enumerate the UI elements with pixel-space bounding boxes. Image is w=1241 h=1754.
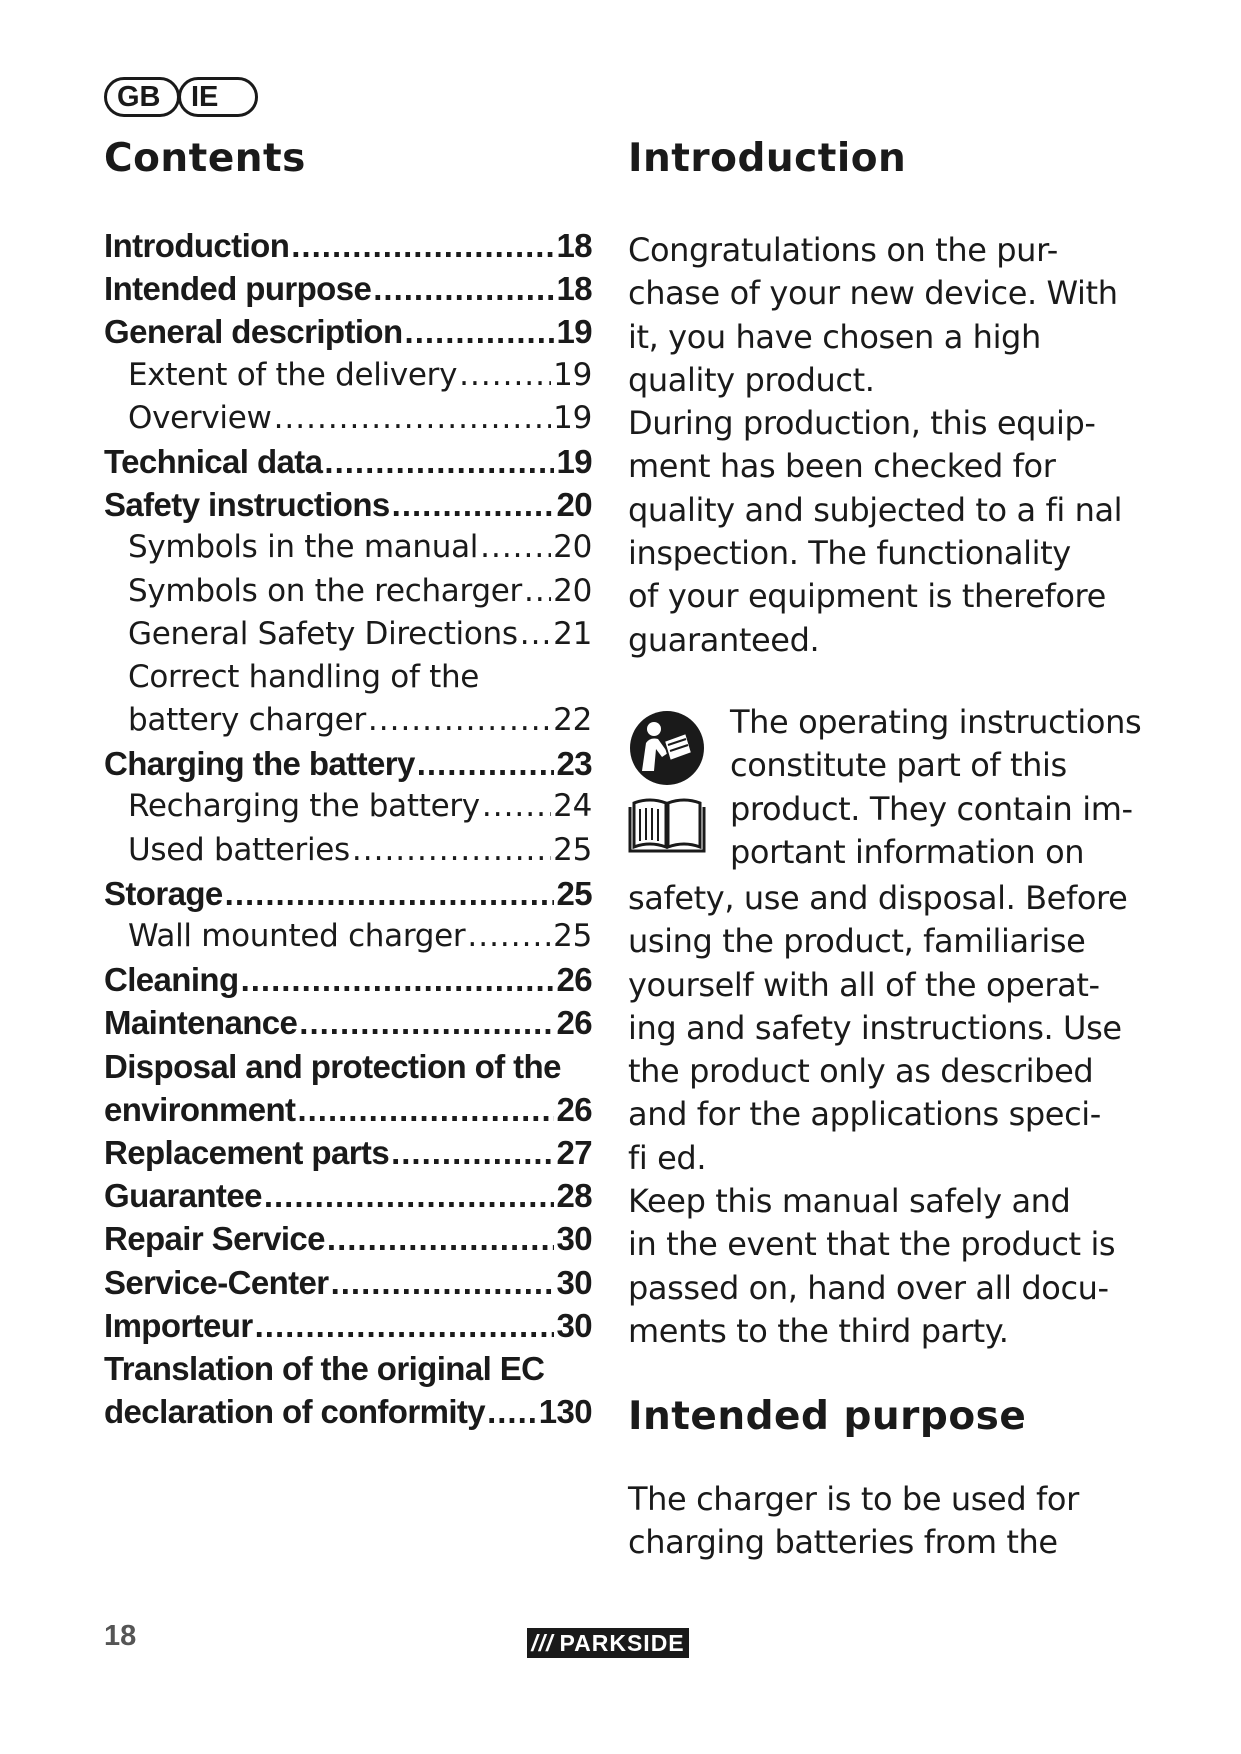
- toc-entry: [104, 1001, 592, 1044]
- toc-leader-dots: [297, 1088, 554, 1131]
- lang-code-gb: GB: [104, 77, 180, 117]
- toc-entry-label: Overview: [128, 399, 272, 436]
- intended-purpose-paragraph: The charger is to be used for charging batteries from the: [628, 1480, 1079, 1562]
- toc-entry-page: 23: [556, 745, 592, 783]
- toc-entry: [104, 656, 592, 699]
- toc-entry-page: 20: [556, 486, 592, 524]
- toc-entry-label: Maintenance: [104, 1004, 298, 1042]
- toc-leader-dots: [467, 915, 551, 958]
- toc-entry: [104, 829, 592, 872]
- notice-text: The operating instructions constitute part of this product. They contain im- portant information on: [730, 703, 1142, 871]
- parkside-logo: [527, 1628, 689, 1658]
- toc-entry: [104, 397, 592, 440]
- toc-leader-dots: [373, 267, 554, 310]
- toc-entry: [104, 785, 592, 828]
- toc-entry-page: 30: [556, 1263, 592, 1301]
- toc-entry-page: 26: [556, 961, 592, 999]
- toc-leader-dots: [225, 872, 555, 915]
- toc-entry: [104, 1045, 592, 1088]
- toc-entry-label: Repair Service: [104, 1220, 325, 1258]
- page-number: 18: [104, 1620, 137, 1652]
- toc-entry-label: environment: [104, 1090, 296, 1128]
- toc-entry-label: Extent of the delivery: [128, 356, 458, 393]
- safety-paragraph: safety, use and disposal. Before using the product, familiarise yourself with all of the operat- ing and safety instructions. Use the product only as described and for the applications speci- fi ed. Keep this manual safely and in the event that the product is passed on, hand over all docu- ments to the third party.: [628, 879, 1128, 1350]
- toc-leader-dots: [405, 310, 555, 353]
- toc-leader-dots: [482, 785, 551, 828]
- toc-entry-page: 19: [556, 313, 592, 351]
- toc-leader-dots: [368, 699, 551, 742]
- toc-entry: [104, 1390, 592, 1433]
- toc-entry-label: Symbols in the manual: [128, 529, 479, 566]
- read-manual-icon: [628, 709, 706, 787]
- toc-leader-dots: [299, 1001, 554, 1044]
- toc-entry-label: Technical data: [104, 442, 323, 480]
- toc-entry-page: 22: [553, 702, 592, 739]
- open-book-icon: [628, 795, 706, 853]
- toc-entry-label: Symbols on the recharger: [128, 572, 522, 609]
- toc-entry-page: 18: [556, 227, 592, 264]
- toc-entry-page: 25: [556, 874, 592, 912]
- toc-entry: [104, 224, 592, 267]
- toc-entry-page: 26: [556, 1090, 592, 1128]
- toc-entry-page: 25: [553, 918, 592, 954]
- toc-entry: [104, 613, 592, 656]
- brand-mark-icon: ///: [531, 1629, 554, 1656]
- introduction-heading: Introduction: [628, 136, 907, 181]
- toc-entry-label: Intended purpose: [104, 270, 372, 308]
- toc-entry-label: Importeur: [104, 1306, 253, 1344]
- toc-entry-label: Cleaning: [104, 961, 239, 999]
- toc-entry: [104, 1174, 592, 1217]
- toc-entry: [104, 570, 592, 613]
- toc-entry-page: 130: [538, 1393, 592, 1431]
- toc-entry-label: Service-Center: [104, 1263, 329, 1301]
- table-of-contents: [104, 224, 592, 1433]
- brand-name: PARKSIDE: [559, 1629, 685, 1656]
- toc-entry: [104, 354, 592, 397]
- toc-entry-label: Introduction: [104, 227, 290, 264]
- toc-entry: [104, 267, 592, 310]
- toc-leader-dots: [264, 1174, 555, 1217]
- toc-entry: [104, 699, 592, 742]
- toc-entry-page: 19: [553, 399, 592, 436]
- toc-entry-label: Disposal and protection of the: [104, 1047, 561, 1085]
- toc-entry-label: General description: [104, 313, 403, 351]
- toc-leader-dots: [392, 483, 555, 526]
- toc-entry: [104, 1347, 592, 1390]
- read-manual-notice: [628, 701, 1148, 871]
- toc-leader-dots: [352, 829, 551, 872]
- toc-entry-label: Safety instructions: [104, 486, 390, 524]
- toc-entry-label: Storage: [104, 874, 223, 912]
- toc-entry-page: 19: [553, 356, 592, 393]
- toc-entry: [104, 742, 592, 785]
- toc-entry: [104, 1261, 592, 1304]
- toc-leader-dots: [459, 354, 551, 397]
- toc-leader-dots: [274, 397, 552, 440]
- toc-entry-label: Used batteries: [128, 831, 350, 868]
- toc-entry: [104, 526, 592, 569]
- toc-entry: [104, 440, 592, 483]
- toc-entry-page: 20: [553, 572, 592, 609]
- introduction-paragraph: Congratulations on the pur- chase of your new device. With it, you have chosen a high quality product. During production, this equip- ment has been checked for quality and subjected to a fi nal inspection. The functionality of your equipment is therefore guaranteed.: [628, 231, 1123, 659]
- contents-heading: Contents: [104, 136, 306, 181]
- toc-entry-label: declaration of conformity: [104, 1393, 486, 1431]
- toc-entry-page: 30: [556, 1220, 592, 1258]
- toc-leader-dots: [255, 1304, 555, 1347]
- toc-leader-dots: [324, 440, 554, 483]
- toc-leader-dots: [291, 224, 554, 267]
- toc-leader-dots: [241, 958, 555, 1001]
- toc-entry: [104, 915, 592, 958]
- toc-entry-page: 21: [553, 615, 592, 652]
- notice-icons: [628, 709, 704, 857]
- toc-leader-dots: [327, 1217, 555, 1260]
- toc-leader-dots: [417, 742, 555, 785]
- toc-entry: [104, 310, 592, 353]
- toc-entry: [104, 872, 592, 915]
- toc-leader-dots: [331, 1261, 555, 1304]
- toc-entry-page: 26: [556, 1004, 592, 1042]
- toc-entry-label: Replacement parts: [104, 1133, 390, 1171]
- toc-leader-dots: [480, 526, 551, 569]
- toc-entry-page: 25: [553, 831, 592, 868]
- toc-entry: [104, 1304, 592, 1347]
- toc-entry-label: battery charger: [128, 702, 366, 739]
- toc-entry: [104, 958, 592, 1001]
- toc-entry-page: 24: [553, 788, 592, 825]
- toc-entry-label: Guarantee: [104, 1177, 262, 1215]
- toc-entry-page: 27: [556, 1133, 592, 1171]
- intended-purpose-heading: Intended purpose: [628, 1394, 1027, 1439]
- toc-entry-page: 20: [553, 529, 592, 566]
- toc-entry-page: 19: [556, 442, 592, 480]
- toc-leader-dots: [487, 1390, 537, 1433]
- toc-leader-dots: [520, 613, 551, 656]
- toc-leader-dots: [391, 1131, 554, 1174]
- lang-code-ie: IE: [178, 77, 258, 117]
- toc-entry-label: Translation of the original EC: [104, 1349, 545, 1387]
- toc-entry-label: Correct handling of the: [128, 658, 480, 695]
- toc-entry: [104, 1088, 592, 1131]
- toc-entry: [104, 1131, 592, 1174]
- toc-entry-label: Recharging the battery: [128, 788, 480, 825]
- toc-entry-page: 28: [556, 1177, 592, 1215]
- toc-entry-label: General Safety Directions: [128, 615, 518, 652]
- toc-entry: [104, 1217, 592, 1260]
- toc-entry-label: Charging the battery: [104, 745, 415, 783]
- toc-entry: [104, 483, 592, 526]
- toc-entry-page: 30: [556, 1306, 592, 1344]
- toc-entry-label: Wall mounted charger: [128, 918, 466, 954]
- toc-entry-page: 18: [556, 270, 592, 308]
- toc-leader-dots: [524, 570, 551, 613]
